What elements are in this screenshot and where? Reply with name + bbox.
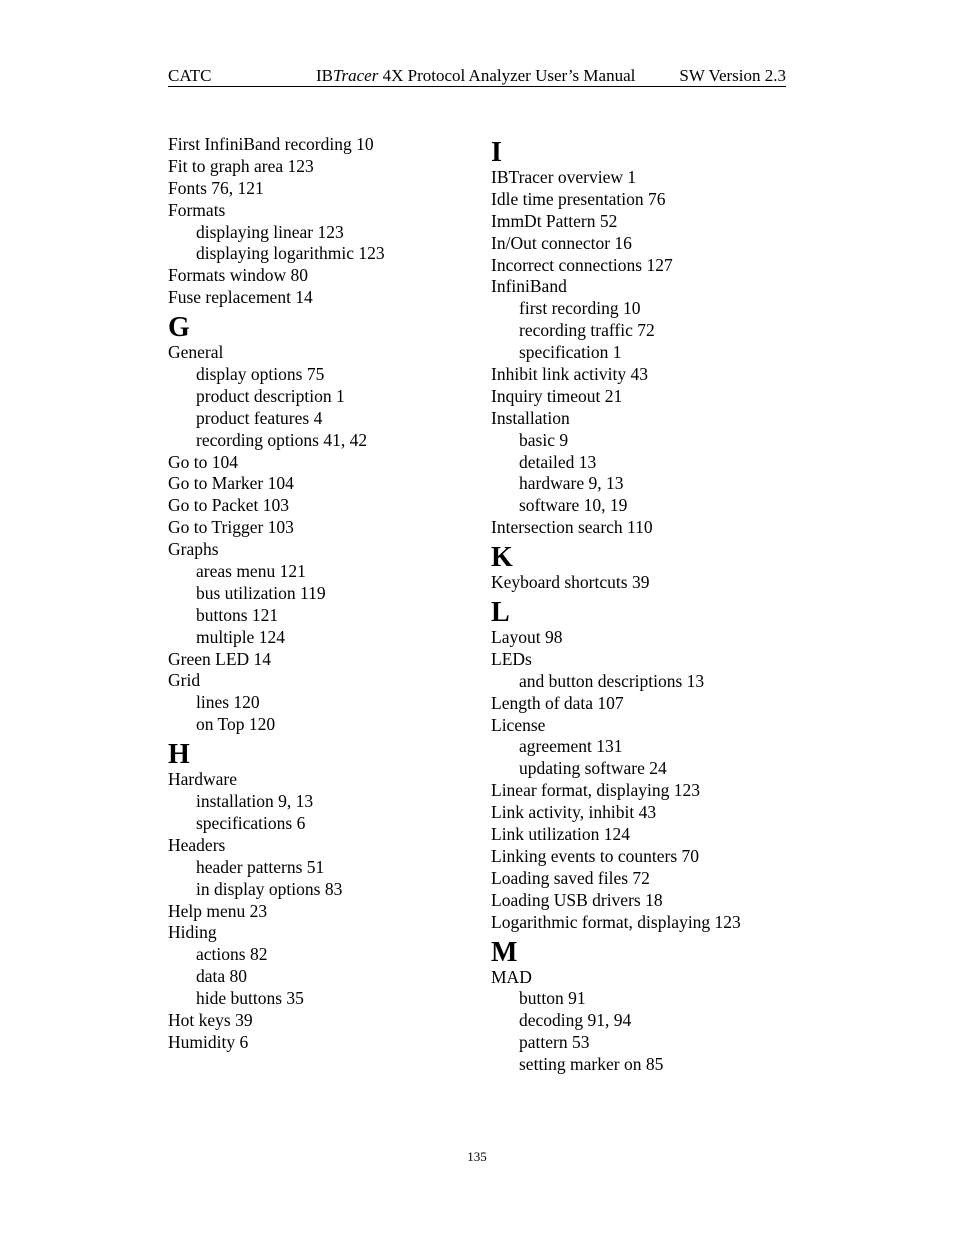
index-subentry: specification 1 [519, 342, 622, 363]
index-entry: MAD [491, 966, 532, 987]
index-entry: Formats window 80 [168, 265, 308, 286]
index-entry: In/Out connector 16 [491, 232, 632, 253]
index-entry: Link activity, inhibit 43 [491, 802, 657, 823]
index-section-letter: I [491, 137, 502, 168]
index-entry: Inquiry timeout 21 [491, 385, 623, 406]
index-subentry: displaying logarithmic 123 [196, 243, 385, 264]
index-column-right [491, 134, 791, 1076]
header-title-suffix: 4X Protocol Analyzer User’s Manual [378, 66, 636, 85]
index-subentry: and button descriptions 13 [519, 670, 705, 691]
index-section-letter: G [168, 312, 190, 344]
index-entry: Go to Marker 104 [168, 473, 294, 494]
index-entry: Incorrect connections 127 [491, 254, 673, 275]
index-subentry: displaying linear 123 [196, 221, 344, 242]
header-manual-title [316, 66, 635, 86]
index-entry: General [168, 342, 224, 363]
index-subentry: product features 4 [196, 407, 323, 428]
index-section-letter: M [491, 936, 518, 968]
index-entry: Idle time presentation 76 [491, 188, 666, 209]
index-subentry: on Top 120 [196, 714, 276, 735]
index-subentry: hardware 9, 13 [519, 473, 624, 494]
index-column-left [168, 134, 468, 1054]
index-subentry: bus utilization 119 [196, 582, 326, 603]
index-subentry: buttons 121 [196, 604, 279, 625]
index-entry: Fuse replacement 14 [168, 287, 313, 308]
index-subentry: agreement 131 [519, 736, 623, 757]
page-header [168, 64, 786, 87]
index-entry: IBTracer overview 1 [491, 167, 637, 187]
index-subentry: header patterns 51 [196, 856, 325, 877]
index-entry: Fit to graph area 123 [168, 155, 314, 176]
index-entry: Installation [491, 407, 570, 428]
index-subentry: setting marker on 85 [519, 1054, 664, 1075]
index-subentry: button 91 [519, 988, 586, 1009]
index-subentry: lines 120 [196, 692, 260, 713]
index-entry: Green LED 14 [168, 648, 272, 669]
index-subentry: actions 82 [196, 944, 268, 965]
index-entry: Logarithmic format, displaying 123 [491, 911, 741, 932]
index-entry: Keyboard shortcuts 39 [491, 572, 650, 593]
index-subentry: data 80 [196, 966, 248, 987]
index-entry: Hardware [168, 769, 237, 790]
index-section-letter: K [491, 542, 513, 574]
index-subentry: installation 9, 13 [196, 791, 314, 812]
index-entry: LEDs [491, 648, 532, 669]
header-company: CATC [168, 66, 212, 85]
index-subentry: specifications 6 [196, 812, 306, 833]
index-entry: Loading USB drivers 18 [491, 889, 663, 910]
index-entry: Formats [168, 199, 226, 220]
index-subentry: decoding 91, 94 [519, 1010, 632, 1031]
index-subentry: recording options 41, 42 [196, 429, 368, 450]
index-entry: Fonts 76, 121 [168, 177, 264, 198]
index-subentry: in display options 83 [196, 878, 343, 899]
index-entry: Hot keys 39 [168, 1009, 253, 1030]
index-entry: Linking events to counters 70 [491, 845, 700, 866]
index-section-letter: L [491, 597, 510, 629]
index-subentry: first recording 10 [519, 298, 641, 319]
index-entry: First InfiniBand recording 10 [168, 134, 374, 154]
index-subentry: software 10, 19 [519, 495, 628, 516]
index-entry: ImmDt Pattern 52 [491, 210, 618, 231]
page-number: 135 [467, 1149, 487, 1164]
index-subentry: basic 9 [519, 429, 569, 450]
index-entry: Intersection search 110 [491, 517, 653, 538]
index-entry: Grid [168, 670, 201, 691]
index-entry: Go to Packet 103 [168, 495, 290, 516]
index-subentry: detailed 13 [519, 451, 597, 472]
index-entry: Help menu 23 [168, 900, 268, 921]
index-subentry: display options 75 [196, 364, 325, 385]
index-subentry: product description 1 [196, 385, 345, 406]
index-subentry: pattern 53 [519, 1032, 590, 1053]
header-title-italic: Tracer [333, 66, 379, 85]
index-entry: License [491, 714, 546, 735]
index-entry: Go to 104 [168, 451, 238, 472]
index-entry: Go to Trigger 103 [168, 517, 294, 538]
index-entry: Headers [168, 834, 226, 855]
index-entry: Hiding [168, 922, 217, 943]
index-entry: Linear format, displaying 123 [491, 780, 700, 801]
index-subentry: updating software 24 [519, 758, 667, 779]
index-entry: InfiniBand [491, 276, 567, 297]
index-entry: Inhibit link activity 43 [491, 364, 648, 385]
index-entry: Graphs [168, 539, 219, 560]
index-entry: Length of data 107 [491, 692, 624, 713]
index-subentry: multiple 124 [196, 626, 285, 647]
index-section-letter: H [168, 739, 190, 771]
header-version: SW Version 2.3 [679, 66, 786, 85]
index-entry: Loading saved files 72 [491, 867, 650, 888]
index-entry: Layout 98 [491, 627, 563, 648]
index-entry: Humidity 6 [168, 1031, 249, 1052]
index-subentry: hide buttons 35 [196, 988, 304, 1009]
index-entry: Link utilization 124 [491, 824, 631, 845]
index-subentry: recording traffic 72 [519, 320, 655, 341]
index-subentry: areas menu 121 [196, 561, 306, 582]
header-title-prefix: IB [316, 66, 333, 85]
